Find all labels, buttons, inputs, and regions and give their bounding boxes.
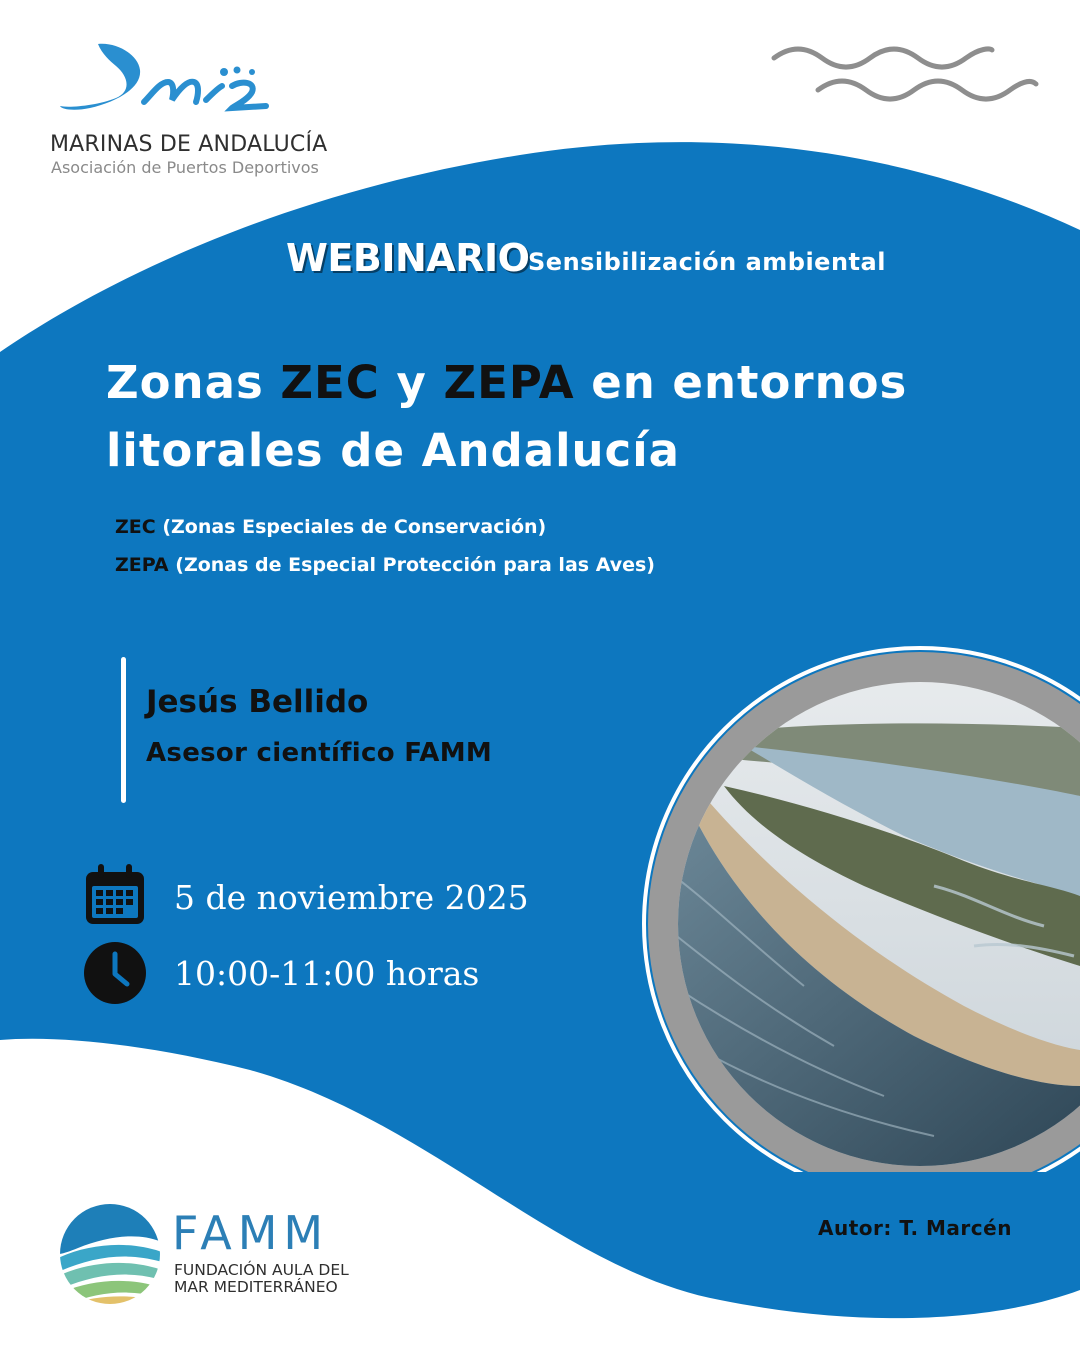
speaker-role: Asesor científico FAMM <box>146 738 493 768</box>
title-text: Zonas <box>106 356 281 409</box>
famm-logo-mark <box>58 1202 162 1306</box>
speaker-name: Jesús Bellido <box>146 684 369 720</box>
org-subtitle: Asociación de Puertos Deportivos <box>51 158 319 177</box>
photo-credit: Autor: T. Marcén <box>818 1216 1012 1240</box>
definition-text: (Zonas Especiales de Conservación) <box>155 516 547 538</box>
speaker-divider <box>121 657 126 803</box>
title-line-2: litorales de Andalucía <box>106 424 680 477</box>
event-time: 10:00-11:00 horas <box>174 954 480 993</box>
org-name: MARINAS DE ANDALUCÍA <box>50 132 328 157</box>
title-text: y <box>379 356 444 409</box>
title-abbr-zec: ZEC <box>280 356 380 409</box>
title-abbr-zepa: ZEPA <box>443 356 575 409</box>
webinar-label: WEBINARIO <box>286 236 530 280</box>
coastline-photo <box>634 646 1080 1172</box>
definition-zepa <box>115 554 655 576</box>
event-category: Sensibilización ambiental <box>528 248 886 276</box>
title-text: en entornos <box>574 356 908 409</box>
famm-name: FAMM <box>172 1206 330 1260</box>
title-line-1 <box>106 356 907 409</box>
clock-icon <box>82 940 148 1006</box>
marinas-logo-mark <box>56 36 306 128</box>
event-date: 5 de noviembre 2025 <box>174 878 529 917</box>
calendar-icon <box>82 862 148 928</box>
definition-abbr: ZEPA <box>115 554 169 576</box>
definition-text: (Zonas de Especial Protección para las Aves) <box>168 554 655 576</box>
definition-zec <box>115 516 546 538</box>
famm-line-2: MAR MEDITERRÁNEO <box>174 1278 338 1296</box>
definition-abbr: ZEC <box>115 516 156 538</box>
famm-line-1: FUNDACIÓN AULA DEL <box>174 1261 349 1279</box>
waves-icon <box>770 36 1045 108</box>
